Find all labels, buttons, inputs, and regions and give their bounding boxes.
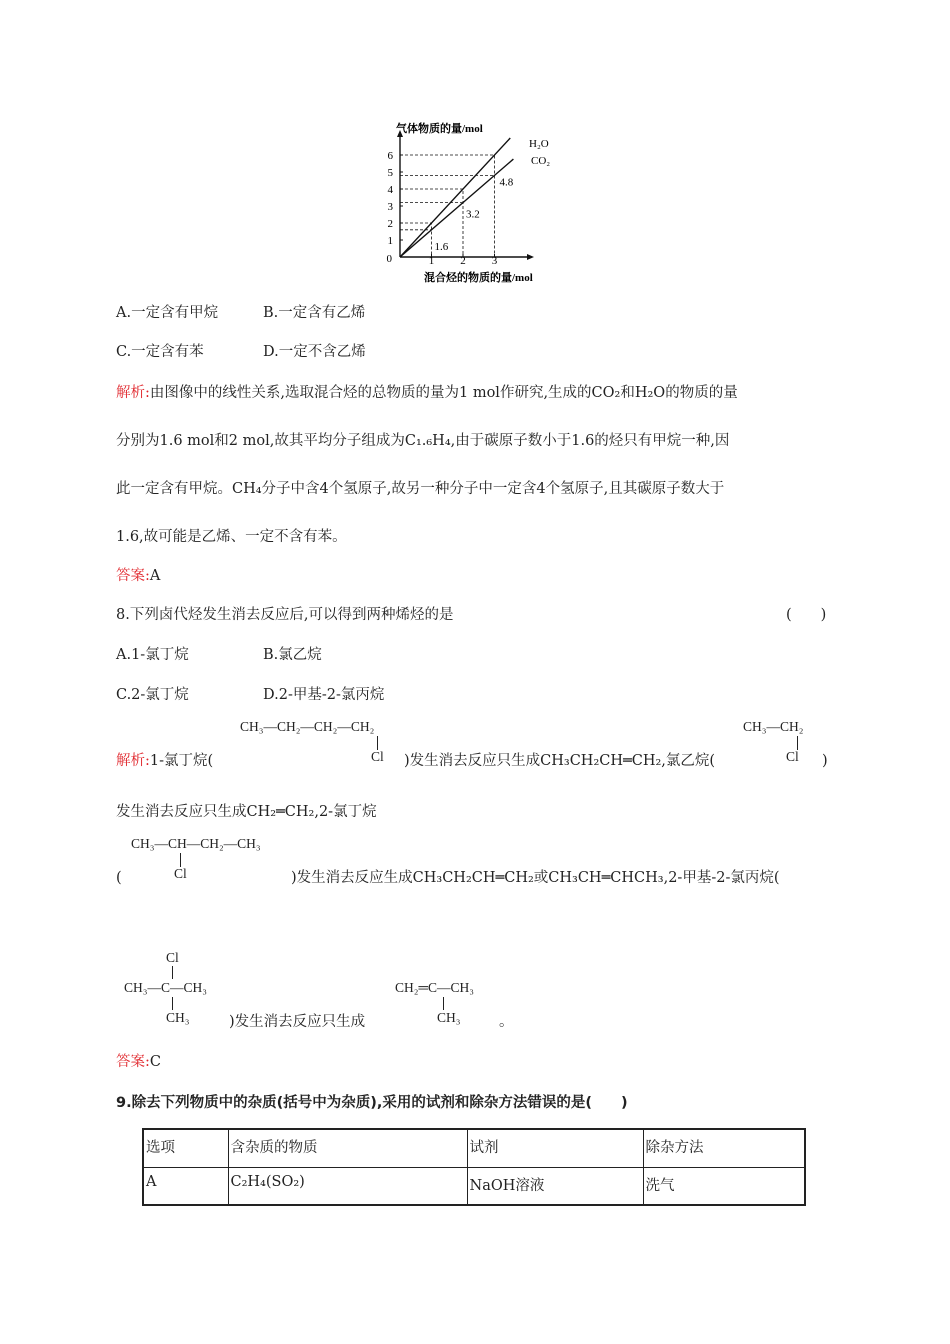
struct-bond-line xyxy=(172,966,173,979)
q8-analysis-line-1b: )发生消去反应只生成CH₃CH₂CH═CH₂,氯乙烷( xyxy=(404,753,716,769)
value-annotation: 3.2 xyxy=(466,208,480,221)
struct-bond-line xyxy=(443,997,444,1010)
struct-1-chlorobutane-chain: CH₃—CH₂—CH₂—CH₂ xyxy=(240,719,375,734)
q8-analysis-line-3a: ( xyxy=(116,870,122,886)
struct-bond-line xyxy=(180,853,181,867)
table-cell: NaOH溶液 xyxy=(467,1167,643,1205)
q8-analysis-line-1c: ) xyxy=(822,753,828,769)
gas-amount-chart xyxy=(380,118,580,290)
x-tick-label: 2 xyxy=(460,255,466,267)
q8-answer xyxy=(116,1052,161,1072)
struct-isobutylene-ch3: CH₃ xyxy=(437,1010,461,1025)
analysis-text: 由图像中的线性关系,选取混合烃的总物质的量为1 mol作研究,生成的CO₂和H₂O的物质的量 xyxy=(149,385,738,401)
struct-2-chlorobutane-chain: CH₃—CH—CH₂—CH₃ xyxy=(131,836,261,851)
struct-chloroethane-cl: Cl xyxy=(786,749,799,764)
q8-analysis-line-2: 发生消去反应只生成CH₂═CH₂,2-氯丁烷 xyxy=(116,804,377,820)
q7-answer xyxy=(116,566,160,586)
answer-value: C xyxy=(149,1054,161,1070)
struct-tbutyl-ch3: CH₃ xyxy=(166,1010,190,1025)
analysis-label: 解析: xyxy=(116,385,150,401)
struct-1-chlorobutane-cl: Cl xyxy=(371,749,384,764)
y-tick-label: 3 xyxy=(387,201,393,213)
table-header-cell: 试剂 xyxy=(467,1129,643,1167)
analysis-text: 1-氯丁烷( xyxy=(149,753,214,769)
q8-analysis-line-4: )发生消去反应只生成 xyxy=(229,1014,366,1030)
q7-option-d: D.一定不含乙烯 xyxy=(263,344,366,360)
table-cell: A xyxy=(143,1167,228,1205)
y-tick-label: 1 xyxy=(387,235,393,247)
co2-series-label: CO₂ xyxy=(531,155,551,167)
answer-label: 答案: xyxy=(116,1054,150,1070)
q7-analysis-line-4: 1.6,故可能是乙烯、一定不含有苯。 xyxy=(116,529,347,545)
h2o-series-line xyxy=(400,138,510,257)
value-annotation: 1.6 xyxy=(434,240,449,253)
struct-2-chlorobutane-cl: Cl xyxy=(174,866,187,881)
table-header-row xyxy=(143,1129,805,1167)
table-cell: 洗气 xyxy=(643,1167,805,1205)
struct-bond-line xyxy=(172,997,173,1010)
struct-chloroethane-chain: CH₃—CH₂ xyxy=(743,719,804,734)
q7-option-c: C.一定含有苯 xyxy=(116,344,204,360)
x-axis-arrow xyxy=(527,254,534,260)
q8-stem: 8.下列卤代烃发生消去反应后,可以得到两种烯烃的是 xyxy=(116,607,454,623)
y-axis-label: 气体物质的量/mol xyxy=(396,123,483,135)
origin-label: 0 xyxy=(386,253,392,265)
q8-analysis-line-3b: )发生消去反应生成CH₃CH₂CH═CH₂或CH₃CH═CHCH₃,2-甲基-2-氯丙烷( xyxy=(291,870,780,886)
y-tick-label: 6 xyxy=(387,150,393,162)
x-axis-label: 混合烃的物质的量/mol xyxy=(424,272,533,284)
q7-option-b: B.一定含有乙烯 xyxy=(263,305,366,321)
table-row xyxy=(143,1167,805,1205)
x-tick-label: 1 xyxy=(428,255,435,267)
value-annotation: 4.8 xyxy=(499,176,514,189)
q8-answer-paren: ( ) xyxy=(786,607,827,623)
answer-label: 答案: xyxy=(116,568,150,584)
q7-option-a: A.一定含有甲烷 xyxy=(116,305,219,321)
analysis-label: 解析: xyxy=(116,753,150,769)
q8-option-c: C.2-氯丁烷 xyxy=(116,687,189,703)
h2o-series-label: H₂O xyxy=(529,138,549,150)
y-tick-label: 4 xyxy=(387,184,393,196)
y-tick-label: 2 xyxy=(387,218,393,230)
co2-series-line xyxy=(400,159,513,257)
q8-option-d: D.2-甲基-2-氯丙烷 xyxy=(263,687,385,703)
table-header-cell: 除杂方法 xyxy=(643,1129,805,1167)
q8-analysis-period: 。 xyxy=(499,1014,514,1030)
q8-option-b: B.氯乙烷 xyxy=(263,647,322,663)
table-cell: C₂H₄(SO₂) xyxy=(228,1167,467,1205)
struct-tbutyl-chain: CH₃—C—CH₃ xyxy=(124,980,207,995)
q7-analysis-line-1 xyxy=(116,383,738,403)
struct-bond-line xyxy=(377,736,378,750)
q7-analysis-line-3: 此一定含有甲烷。CH₄分子中含4个氢原子,故另一种分子中一定含4个氢原子,且其碳原子数大于 xyxy=(116,481,725,497)
struct-tbutyl-cl: Cl xyxy=(166,950,179,965)
x-tick-label: 3 xyxy=(491,255,498,267)
q7-analysis-line-2: 分别为1.6 mol和2 mol,故其平均分子组成为C₁.₆H₄,由于碳原子数小于1.6的烃只有甲烷一种,因 xyxy=(116,433,730,449)
table-header-cell: 选项 xyxy=(143,1129,228,1167)
struct-isobutylene-chain: CH₂═C—CH₃ xyxy=(395,980,474,995)
struct-bond-line xyxy=(797,736,798,750)
q9-options-table xyxy=(142,1128,806,1206)
answer-value: A xyxy=(149,568,161,584)
y-tick-label: 5 xyxy=(387,167,393,179)
q9-stem: 9.除去下列物质中的杂质(括号中为杂质),采用的试剂和除杂方法错误的是( ) xyxy=(116,1095,628,1111)
table-header-cell: 含杂质的物质 xyxy=(228,1129,467,1167)
q8-option-a: A.1-氯丁烷 xyxy=(116,647,189,663)
q8-analysis-line-1a xyxy=(116,751,213,771)
